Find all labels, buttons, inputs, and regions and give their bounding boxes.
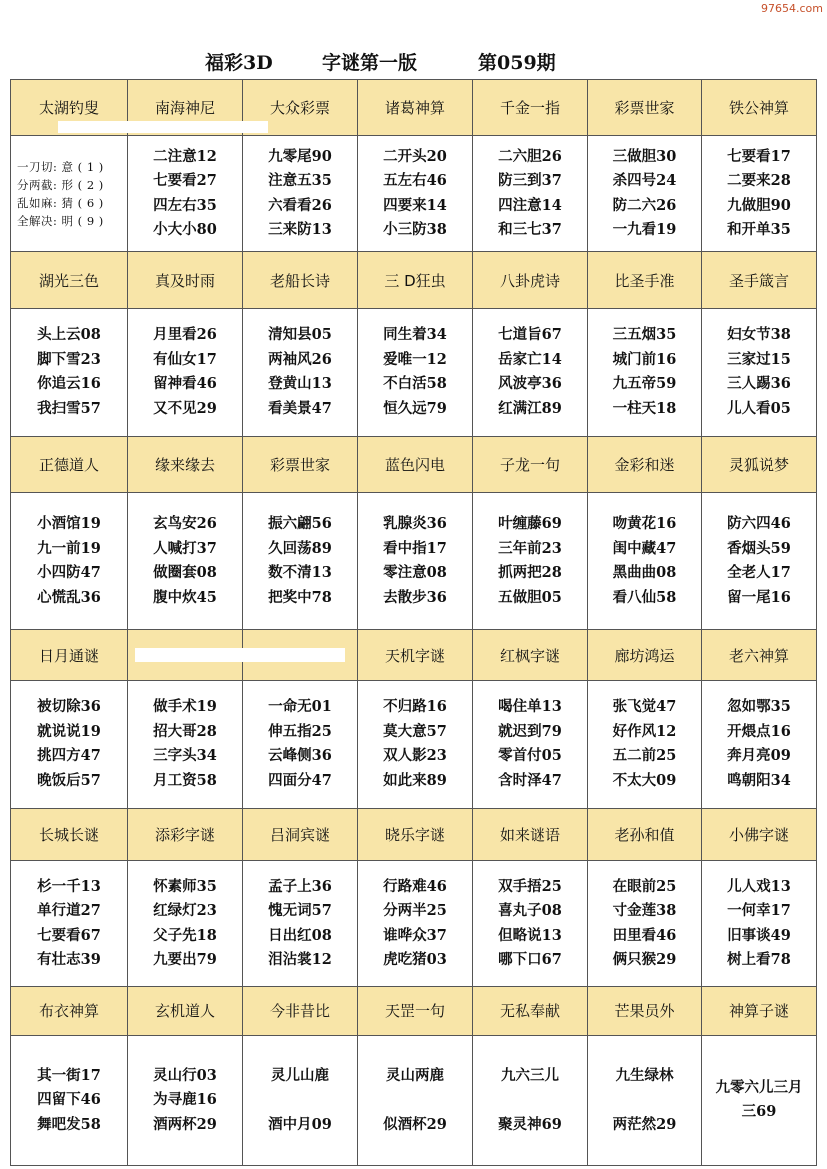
riddle-line: 莫大意57: [383, 722, 447, 740]
riddle-cell: [11, 493, 128, 630]
title-edition: 字谜第一版: [322, 52, 418, 74]
riddle-line: 树上看78: [727, 951, 791, 969]
source-name-cell: 日月通谜: [11, 630, 128, 680]
riddle-line: 四要来14: [383, 196, 447, 214]
source-name-cell: 长城长谜: [11, 808, 128, 860]
source-name-cell: 添彩字谜: [128, 808, 243, 860]
riddle-cell: [702, 1035, 817, 1165]
riddle-line: 伸五指25: [268, 722, 332, 740]
riddle-line: 二开头20: [383, 147, 447, 165]
riddle-row: [11, 1035, 817, 1165]
riddle-line: 就迟到79: [498, 722, 562, 740]
riddle-line: 清知县05: [268, 326, 332, 344]
source-name-cell: 老六神算: [702, 630, 817, 680]
riddle-line: 怀素师35: [153, 877, 217, 895]
riddle-line: 舞吧发58: [37, 1115, 101, 1133]
riddle-line: 开煨点16: [727, 722, 791, 740]
riddle-line: 留神看46: [153, 375, 217, 393]
riddle-line: [358, 1088, 472, 1113]
riddle-cell: [702, 680, 817, 808]
source-name-cell: 小佛字谜: [702, 808, 817, 860]
site-watermark: 97654.com: [761, 2, 823, 15]
riddle-line: 分两截: 形 ( 2 ): [17, 177, 104, 192]
riddle-line: 五做胆05: [498, 588, 562, 606]
riddle-row: [11, 308, 817, 436]
riddle-line: 不白活58: [383, 375, 447, 393]
source-name-cell: 布衣神算: [11, 987, 128, 1035]
riddle-line: 灵山行03: [153, 1066, 217, 1084]
riddle-line: 一何幸17: [727, 902, 791, 920]
riddle-cell: [588, 136, 702, 252]
riddle-line: 但略说13: [498, 926, 562, 944]
riddle-line: 愧无词57: [268, 902, 332, 920]
source-name-cell: 芒果员外: [588, 987, 702, 1035]
riddle-cell: [11, 1035, 128, 1165]
source-name-cell: 晓乐字谜: [358, 808, 473, 860]
riddle-line: 双人影23: [383, 747, 447, 765]
riddle-line: 小三防38: [383, 221, 447, 239]
riddle-line: 三做胆30: [612, 147, 677, 165]
riddle-line: 双手捂25: [498, 877, 562, 895]
riddle-cell: [588, 680, 702, 808]
redaction-patch: [58, 121, 268, 133]
riddle-row: [11, 680, 817, 808]
riddle-line: 久回荡89: [268, 539, 332, 557]
riddle-line: 妇女节38: [727, 326, 791, 344]
riddle-line: 四左右35: [153, 196, 217, 214]
title-issue: 第059期: [478, 52, 556, 74]
riddle-line: 九一前19: [37, 539, 101, 557]
riddle-table: [10, 79, 817, 1166]
riddle-line: 四留下46: [37, 1091, 101, 1109]
riddle-line: 喝住单13: [498, 698, 562, 716]
riddle-line: 九生绿林: [615, 1066, 674, 1084]
riddle-line: [243, 1088, 357, 1113]
riddle-line: 防二六26: [612, 196, 677, 214]
riddle-line: 奔月亮09: [727, 747, 791, 765]
riddle-line: 和三七37: [498, 221, 562, 239]
riddle-line: 虎吃猪03: [383, 951, 447, 969]
riddle-line: 人喊打37: [153, 539, 217, 557]
riddle-line: 杉一千13: [37, 877, 101, 895]
riddle-line: [588, 1088, 701, 1113]
riddle-line: 红绿灯23: [153, 902, 217, 920]
riddle-line: 乱如麻: 猜 ( 6 ): [17, 195, 104, 210]
source-name-cell: 神算子谜: [702, 987, 817, 1035]
riddle-line: 聚灵神69: [498, 1115, 562, 1133]
riddle-line: 做手术19: [153, 698, 217, 716]
riddle-row: [11, 861, 817, 987]
source-name-cell: 缘来缘去: [128, 436, 243, 492]
riddle-line: 七要看17: [727, 147, 791, 165]
riddle-line: 看美景47: [268, 399, 332, 417]
riddle-line: 七要看27: [153, 172, 217, 190]
header-row: [11, 808, 817, 860]
riddle-line: 把奖中78: [268, 588, 332, 606]
source-name-cell: 今非昔比: [243, 987, 358, 1035]
riddle-line: 同生着34: [383, 326, 447, 344]
riddle-line: 抓两把28: [498, 564, 562, 582]
riddle-cell: [358, 680, 473, 808]
riddle-line: 四注意14: [498, 196, 562, 214]
riddle-line: 一刀切: 意 ( 1 ): [17, 159, 104, 174]
riddle-line: 香烟头59: [727, 539, 791, 557]
riddle-cell: [11, 680, 128, 808]
riddle-line: 看八仙58: [612, 588, 677, 606]
riddle-cell: [358, 308, 473, 436]
riddle-line: 六看看26: [268, 196, 332, 214]
riddle-line: 为寻鹿16: [153, 1091, 217, 1109]
riddle-line: 玄鸟安26: [153, 515, 217, 533]
riddle-line: 谁哗众37: [383, 926, 447, 944]
source-name-cell: 三 D狂虫: [358, 252, 473, 308]
riddle-line: 寸金莲38: [612, 902, 677, 920]
header-row: [11, 630, 817, 680]
riddle-cell: [128, 1035, 243, 1165]
riddle-line: 你追云16: [37, 375, 101, 393]
source-name-cell: 老孙和值: [588, 808, 702, 860]
riddle-cell: [128, 308, 243, 436]
riddle-line: 四面分47: [268, 771, 332, 789]
riddle-line: 又不见29: [153, 399, 217, 417]
riddle-cell: [358, 493, 473, 630]
riddle-line: 两袖风26: [268, 350, 332, 368]
riddle-cell: [588, 308, 702, 436]
title-lottery: 福彩3D: [205, 52, 273, 74]
riddle-cell: [473, 1035, 588, 1165]
riddle-line: 零首付05: [498, 747, 562, 765]
riddle-cell: [588, 493, 702, 630]
riddle-line: 酒中月09: [268, 1115, 332, 1133]
source-name-cell: 廊坊鸿运: [588, 630, 702, 680]
riddle-line: 防三到37: [498, 172, 562, 190]
riddle-line: 有仙女17: [153, 350, 217, 368]
riddle-line: 乳腺炎36: [383, 515, 447, 533]
riddle-line: 孟子上36: [268, 877, 332, 895]
riddle-line: 挑四方47: [37, 747, 101, 765]
source-name-cell: 彩票世家: [588, 80, 702, 136]
riddle-line: 晚饭后57: [37, 771, 101, 789]
source-name-cell: 千金一指: [473, 80, 588, 136]
riddle-line: 数不清13: [268, 564, 332, 582]
riddle-line: 其一街17: [37, 1066, 101, 1084]
riddle-line: 月里看26: [153, 326, 217, 344]
riddle-line: 鸣朝阳34: [727, 771, 791, 789]
riddle-line: 头上云08: [37, 326, 101, 344]
riddle-line: 酒两杯29: [153, 1115, 217, 1133]
riddle-cell: [358, 1035, 473, 1165]
riddle-line: 爱唯一12: [383, 350, 447, 368]
source-name-cell: 八卦虎诗: [473, 252, 588, 308]
riddle-line: 腹中炊45: [153, 588, 217, 606]
riddle-cell: [128, 680, 243, 808]
riddle-line: 三五烟35: [612, 326, 677, 344]
riddle-line: 含时泽47: [498, 771, 562, 789]
riddle-line: 两茫然29: [612, 1115, 677, 1133]
source-name-cell: 圣手箴言: [702, 252, 817, 308]
riddle-line: 全老人17: [727, 564, 791, 582]
riddle-line: 三人踢36: [727, 375, 791, 393]
source-name-cell: 天罡一句: [358, 987, 473, 1035]
riddle-line: 如此来89: [383, 771, 447, 789]
riddle-line: 城门前16: [612, 350, 677, 368]
riddle-line: 留一尾16: [727, 588, 791, 606]
riddle-line: 五左右46: [383, 172, 447, 190]
riddle-row: [11, 136, 817, 252]
riddle-cell: [702, 136, 817, 252]
riddle-line: 被切除36: [37, 698, 101, 716]
riddle-cell: [588, 1035, 702, 1165]
riddle-line: 二六胆26: [498, 147, 562, 165]
source-name-cell: 老船长诗: [243, 252, 358, 308]
riddle-cell: [128, 493, 243, 630]
riddle-cell: [128, 861, 243, 987]
riddle-line: 九做胆90: [727, 196, 791, 214]
riddle-line: 恒久远79: [383, 399, 447, 417]
riddle-line: 在眼前25: [612, 877, 677, 895]
riddle-line: 分两半25: [383, 902, 447, 920]
source-name-cell: 铁公神算: [702, 80, 817, 136]
riddle-line: 三家过15: [727, 350, 791, 368]
intro-legend-cell: [11, 136, 128, 252]
source-name-cell: 太湖钓叟: [11, 80, 128, 136]
riddle-cell: [588, 861, 702, 987]
riddle-line: 好作风12: [612, 722, 677, 740]
source-name-cell: 无私奉献: [473, 987, 588, 1035]
riddle-line: 心慌乱36: [37, 588, 101, 606]
header-row: [11, 436, 817, 492]
riddle-line: 招大哥28: [153, 722, 217, 740]
riddle-line: 五二前25: [612, 747, 677, 765]
riddle-line: 泪沾裳12: [268, 951, 332, 969]
riddle-cell: [702, 493, 817, 630]
riddle-line: 三来防13: [268, 221, 332, 239]
riddle-line: 叶缠藤69: [498, 515, 562, 533]
riddle-line: 防六四46: [727, 515, 791, 533]
source-name-cell: 玄机道人: [128, 987, 243, 1035]
riddle-line: 九零六儿三月: [715, 1078, 803, 1096]
riddle-line: 全解决: 明 ( 9 ): [17, 213, 104, 228]
source-name-cell: 正德道人: [11, 436, 128, 492]
riddle-line: 行路难46: [383, 877, 447, 895]
riddle-cell: [243, 308, 358, 436]
riddle-line: 我扫雪57: [37, 399, 101, 417]
riddle-cell: [702, 308, 817, 436]
riddle-line: 单行道27: [37, 902, 101, 920]
riddle-line: 看中指17: [383, 539, 447, 557]
riddle-cell: [11, 308, 128, 436]
riddle-line: 有壮志39: [37, 951, 101, 969]
riddle-line: 俩只猴29: [612, 951, 677, 969]
riddle-cell: [243, 861, 358, 987]
source-name-cell: 子龙一句: [473, 436, 588, 492]
riddle-line: 去散步36: [383, 588, 447, 606]
source-name-cell: 大众彩票: [243, 80, 358, 136]
riddle-line: 二要来28: [727, 172, 791, 190]
riddle-line: 零注意08: [383, 564, 447, 582]
riddle-line: 灵山两鹿: [386, 1066, 444, 1084]
source-name-cell: 吕洞宾谜: [243, 808, 358, 860]
riddle-cell: [243, 680, 358, 808]
source-name-cell: 天机字谜: [358, 630, 473, 680]
riddle-cell: [358, 136, 473, 252]
source-name-cell: 南海神尼: [128, 80, 243, 136]
riddle-line: 小大小80: [153, 221, 217, 239]
riddle-line: 杀四号24: [612, 172, 677, 190]
source-name-cell: 真及时雨: [128, 252, 243, 308]
source-name-cell: 灵狐说梦: [702, 436, 817, 492]
riddle-line: 做圈套08: [153, 564, 217, 582]
riddle-line: 旧事谈49: [727, 926, 791, 944]
riddle-line: 一柱天18: [612, 399, 677, 417]
riddle-cell: [473, 136, 588, 252]
riddle-line: 哪下口67: [498, 951, 562, 969]
riddle-line: 岳家亡14: [498, 350, 562, 368]
riddle-cell: [702, 861, 817, 987]
riddle-cell: [11, 861, 128, 987]
source-name-cell: 蓝色闪电: [358, 436, 473, 492]
riddle-line: 灵儿山鹿: [271, 1066, 329, 1084]
riddle-line: 小酒馆19: [37, 515, 101, 533]
riddle-line: 黑曲曲08: [612, 564, 677, 582]
header-row: [11, 252, 817, 308]
riddle-line: 九零尾90: [268, 147, 332, 165]
riddle-line: 风波亭36: [498, 375, 562, 393]
riddle-line: 日出红08: [268, 926, 332, 944]
riddle-line: 不太大09: [612, 771, 677, 789]
riddle-cell: [473, 861, 588, 987]
source-name-cell: 诸葛神算: [358, 80, 473, 136]
source-name-cell: 金彩和迷: [588, 436, 702, 492]
riddle-line: 注意五35: [268, 172, 332, 190]
riddle-cell: [243, 1035, 358, 1165]
riddle-line: 张飞觉47: [612, 698, 677, 716]
riddle-line: 闺中藏47: [612, 539, 677, 557]
redaction-patch: [135, 648, 345, 662]
source-name-cell: 比圣手准: [588, 252, 702, 308]
riddle-line: 儿人戏13: [727, 877, 791, 895]
riddle-cell: [243, 493, 358, 630]
riddle-cell: [473, 493, 588, 630]
riddle-line: 田里看46: [612, 926, 677, 944]
source-name-cell: 彩票世家: [243, 436, 358, 492]
riddle-line: 三字头34: [153, 747, 217, 765]
riddle-line: 就说说19: [37, 722, 101, 740]
riddle-line: 七道旨67: [498, 326, 562, 344]
riddle-line: 云峰侧36: [268, 747, 332, 765]
riddle-row: [11, 493, 817, 630]
source-name-cell: 如来谜语: [473, 808, 588, 860]
riddle-line: 月工资58: [153, 771, 217, 789]
source-name-cell: 湖光三色: [11, 252, 128, 308]
riddle-cell: [473, 680, 588, 808]
riddle-line: 二注意12: [153, 147, 217, 165]
page-title: [0, 44, 827, 76]
header-row: [11, 987, 817, 1035]
riddle-line: 红满江89: [498, 399, 562, 417]
riddle-line: 登黄山13: [268, 375, 332, 393]
riddle-line: [473, 1088, 587, 1113]
riddle-line: 三69: [741, 1103, 777, 1121]
riddle-line: 喜丸子08: [498, 902, 562, 920]
riddle-line: 不归路16: [383, 698, 447, 716]
riddle-cell: [243, 136, 358, 252]
riddle-line: 和开单35: [727, 221, 791, 239]
riddle-line: 小四防47: [37, 564, 101, 582]
riddle-line: 九六三儿: [501, 1066, 559, 1084]
riddle-cell: [358, 861, 473, 987]
riddle-line: 振六翩56: [268, 515, 332, 533]
riddle-line: 七要看67: [37, 926, 101, 944]
riddle-cell: [128, 136, 243, 252]
riddle-line: 一九看19: [612, 221, 677, 239]
riddle-line: 吻黄花16: [612, 515, 677, 533]
riddle-line: 儿人看05: [727, 399, 791, 417]
riddle-line: 九要出79: [153, 951, 217, 969]
riddle-line: 九五帝59: [612, 375, 677, 393]
riddle-line: 父子先18: [153, 926, 217, 944]
riddle-line: 脚下雪23: [37, 350, 101, 368]
riddle-line: 一命无01: [268, 698, 332, 716]
source-name-cell: 红枫字谜: [473, 630, 588, 680]
riddle-line: 似酒杯29: [383, 1115, 447, 1133]
riddle-line: 忽如鄂35: [727, 698, 791, 716]
riddle-line: 三年前23: [498, 539, 562, 557]
riddle-cell: [473, 308, 588, 436]
